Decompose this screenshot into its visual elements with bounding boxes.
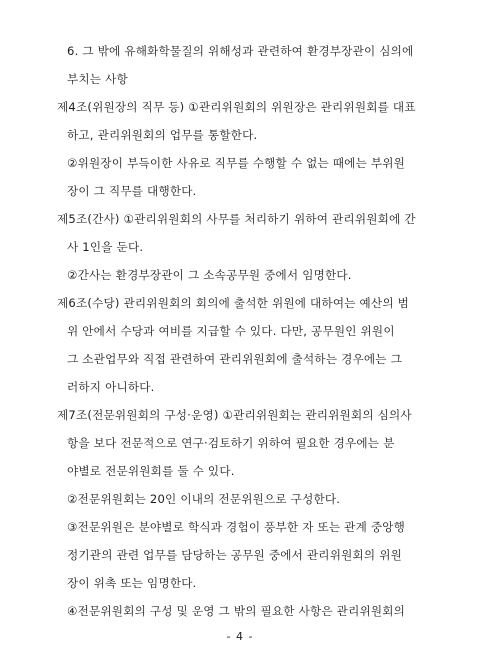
text-line: 위 안에서 수당과 여비를 지급할 수 있다. 다만, 공무원인 위원이 xyxy=(67,324,395,338)
text-line: 야별로 전문위원회를 둘 수 있다. xyxy=(67,464,235,478)
text-line: 러하지 아니하다. xyxy=(67,380,155,394)
text-line: 하고, 관리위원회의 업무를 통할한다. xyxy=(67,128,258,142)
text-line: 정기관의 관련 업무를 담당하는 공무원 중에서 관리위원회의 위원 xyxy=(67,548,402,562)
text-line: 제7조(전문위원회의 구성·운영) ①관리위원회는 관리위원회의 심의사 xyxy=(57,408,412,422)
page-number: - 4 - xyxy=(226,630,254,643)
text-line: 제4조(위원장의 직무 등) ①관리위원회의 위원장은 관리위원회를 대표 xyxy=(57,100,416,114)
text-line: 제5조(간사) ①관리위원회의 사무를 처리하기 위하여 관리위원회에 간 xyxy=(57,212,416,226)
text-line: 장이 그 직무를 대행한다. xyxy=(67,184,197,198)
text-line: 사 1인을 둔다. xyxy=(67,240,144,254)
text-line: ④전문위원회의 구성 및 운영 그 밖의 필요한 사항은 관리위원회의 xyxy=(67,604,406,618)
text-line: ③전문위원은 분야별로 학식과 경험이 풍부한 자 또는 관계 중앙행 xyxy=(67,520,406,534)
text-line: ②위원장이 부득이한 사유로 직무를 수행할 수 없는 때에는 부위원 xyxy=(67,156,406,170)
text-line: ②전문위원회는 20인 이내의 전문위원으로 구성한다. xyxy=(67,492,341,506)
text-line: 부치는 사항 xyxy=(67,72,128,86)
text-line: 장이 위촉 또는 임명한다. xyxy=(67,576,197,590)
text-line: 항을 보다 전문적으로 연구·검토하기 위하여 필요한 경우에는 분 xyxy=(67,436,395,450)
text-line: ②간사는 환경부장관이 그 소속공무원 중에서 임명한다. xyxy=(67,268,352,282)
text-line: 그 소관업무와 직접 관련하여 관리위원회에 출석하는 경우에는 그 xyxy=(67,352,402,366)
text-line: 제6조(수당) 관리위원회의 회의에 출석한 위원에 대하여는 예산의 범 xyxy=(57,296,410,310)
text-line: 6. 그 밖에 유해화학물질의 위해성과 관련하여 환경부장관이 심의에 xyxy=(67,44,414,58)
